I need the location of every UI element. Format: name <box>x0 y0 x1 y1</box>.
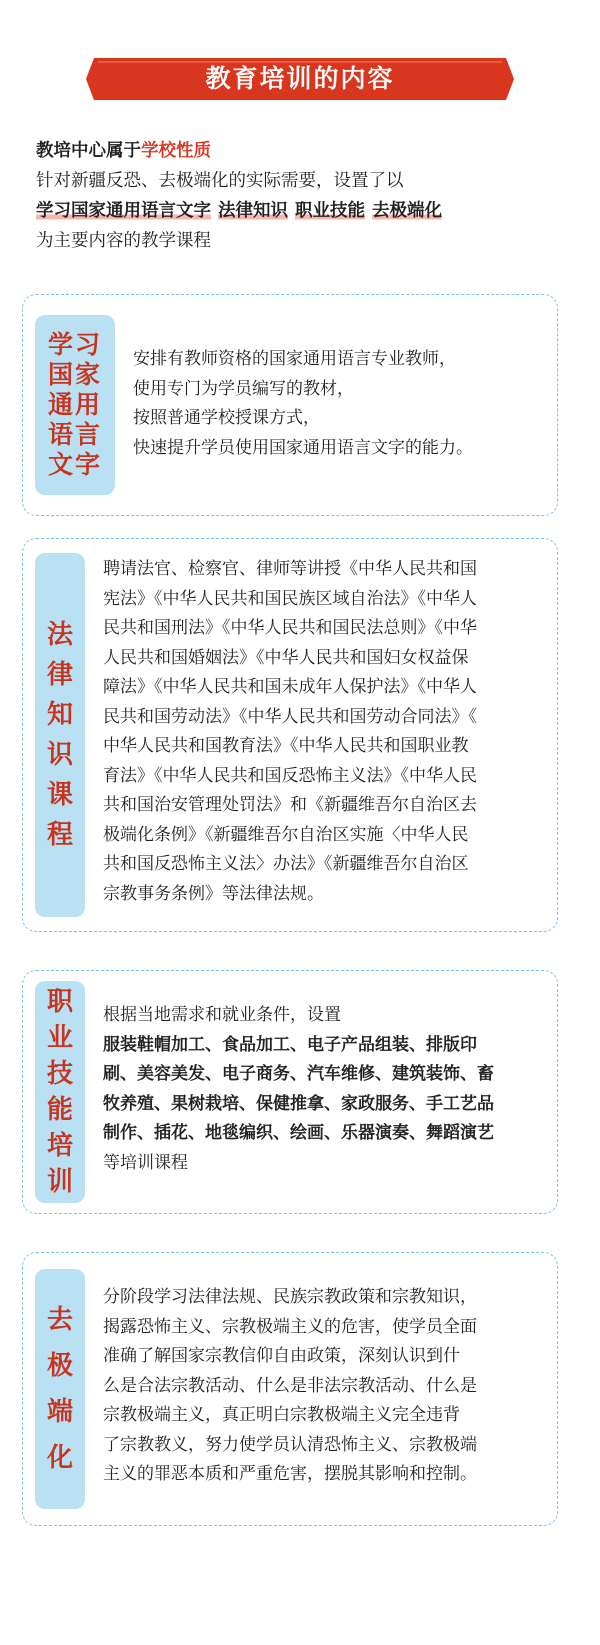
section-body-deradical <box>103 1283 548 1490</box>
section-card-law <box>22 538 558 932</box>
highlight-item: 法律知识 <box>218 201 288 221</box>
intro-prefix: 教培中心属于 <box>36 141 141 161</box>
intro-block <box>36 136 576 256</box>
title-banner <box>84 56 516 102</box>
body-line: 按照普通学校授课方式， <box>133 408 320 428</box>
section-tag-language <box>35 315 115 495</box>
body-line: 宗教事务条例》等法律法规。 <box>103 883 324 904</box>
body-line: 么是合法宗教活动、什么是非法宗教活动、什么是 <box>103 1375 477 1396</box>
intro-line-2: 针对新疆反恐、去极端化的实际需要，设置了以 <box>36 171 404 191</box>
highlight-item: 职业技能 <box>295 201 365 221</box>
body-line: 分阶段学习法律法规、民族宗教政策和宗教知识， <box>103 1287 477 1307</box>
section-tag-law <box>35 553 85 917</box>
intro-highlights <box>36 196 576 226</box>
section-tag-deradical <box>35 1269 85 1509</box>
body-line-bold: 服装鞋帽加工、食品加工、电子产品组装、排版印 <box>103 1034 477 1055</box>
body-line: 民共和国刑法》《中华人民共和国民法总则》《中华 <box>103 618 477 638</box>
body-line: 共和国反恐怖主义法〉办法》《新疆维吾尔自治区 <box>103 854 469 874</box>
intro-line-1 <box>36 136 576 166</box>
body-line: 等培训课程 <box>103 1152 188 1173</box>
body-line-bold: 制作、插花、地毯编织、绘画、乐器演奏、舞蹈演艺 <box>103 1123 494 1143</box>
section-body-vocational <box>103 1001 548 1178</box>
section-card-vocational <box>22 970 558 1214</box>
body-line: 共和国治安管理处罚法》和《新疆维吾尔自治区去 <box>103 795 477 815</box>
body-line: 人民共和国婚姻法》《中华人民共和国妇女权益保 <box>103 647 469 668</box>
body-line: 极端化条例》《新疆维吾尔自治区实施〈中华人民 <box>103 824 469 845</box>
body-line: 育法》《中华人民共和国反恐怖主义法》《中华人民 <box>103 765 477 786</box>
body-line-bold: 牧养殖、果树栽培、保健推拿、家政服务、手工艺品 <box>103 1093 494 1114</box>
section-card-deradical <box>22 1252 558 1526</box>
body-line: 使用专门为学员编写的教材， <box>133 378 354 399</box>
body-line: 揭露恐怖主义、宗教极端主义的危害，使学员全面 <box>103 1316 477 1337</box>
body-line: 障法》《中华人民共和国未成年人保护法》《中华人 <box>103 677 477 697</box>
body-line: 聘请法官、检察官、律师等讲授《中华人民共和国 <box>103 559 477 579</box>
body-line: 根据当地需求和就业条件，设置 <box>103 1005 341 1025</box>
intro-line-4: 为主要内容的教学课程 <box>36 231 211 251</box>
page-title: 教育培训的内容 <box>205 64 395 93</box>
body-line-bold: 刷、美容美发、电子商务、汽车维修、建筑装饰、畜 <box>103 1064 494 1084</box>
body-line: 中华人民共和国教育法》《中华人民共和国职业教 <box>103 736 469 756</box>
highlight-item: 学习国家通用语言文字 <box>36 201 211 221</box>
section-card-language <box>22 294 558 516</box>
highlight-item: 去极端化 <box>372 201 442 221</box>
section-tag-label: 法律知识课程 <box>46 620 73 850</box>
section-body-law <box>103 555 548 909</box>
body-line: 宪法》《中华人民共和国民族区域自治法》《中华人 <box>103 588 477 609</box>
body-line: 了宗教教义，努力使学员认清恐怖主义、宗教极端 <box>103 1434 477 1455</box>
body-line: 快速提升学员使用国家通用语言文字的能力。 <box>133 437 473 458</box>
body-line: 主义的罪恶本质和严重危害，摆脱其影响和控制。 <box>103 1464 477 1484</box>
section-tag-label: 学习国家通用语言文字 <box>47 330 102 479</box>
intro-accent: 学校性质 <box>141 141 211 161</box>
body-line: 民共和国劳动法》《中华人民共和国劳动合同法》《 <box>103 706 477 727</box>
section-tag-label: 去极端化 <box>46 1305 73 1473</box>
body-line: 宗教极端主义，真正明白宗教极端主义完全违背 <box>103 1405 460 1425</box>
body-line: 安排有教师资格的国家通用语言专业教师， <box>133 349 456 369</box>
body-line: 准确了解国家宗教信仰自由政策，深刻认识到什 <box>103 1346 460 1366</box>
section-tag-label: 职业技能培训 <box>46 987 73 1197</box>
section-tag-vocational <box>35 981 85 1203</box>
section-body-language <box>133 345 543 463</box>
